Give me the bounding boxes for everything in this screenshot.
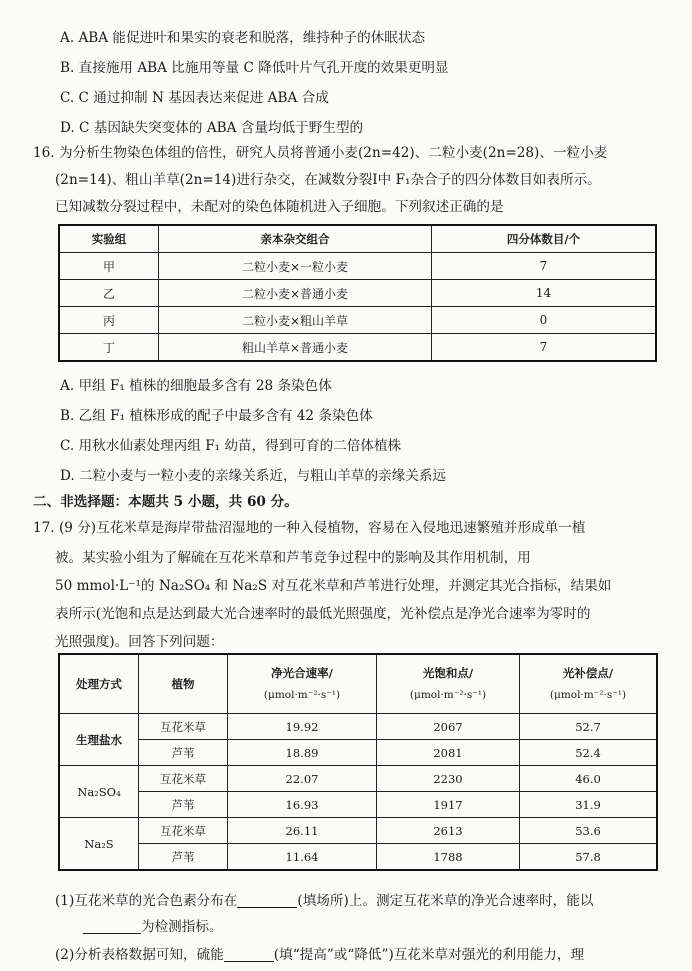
table-cell: 0 [432, 307, 657, 334]
table-cell: 2230 [377, 766, 520, 792]
table-cell: 二粒小麦×普通小麦 [159, 280, 432, 307]
table-cell: 二粒小麦×一粒小麦 [159, 253, 432, 280]
table-cell: 19.92 [228, 714, 377, 740]
q15-option-a: A. ABA 能促进叶和果实的衰老和脱落，维持种子的休眠状态 [60, 30, 426, 46]
table-cell-method: Na₂S [59, 818, 139, 871]
q17-sub1-text-a: (1)互花米草的光合色素分布在 [55, 893, 238, 909]
q17-sub1-line2 [83, 915, 223, 935]
table-header-cell [228, 654, 377, 714]
table-cell: 57.8 [520, 844, 658, 871]
table-row [59, 307, 656, 334]
section-heading: 二、非选择题：本题共 5 小题，共 60 分。 [33, 494, 298, 510]
table-header-row [59, 654, 657, 714]
header-unit: (μmol·m⁻²·s⁻¹) [409, 689, 487, 701]
q17-sub1-text-b: (填场所)上。测定互花米草的净光合速率时，能以 [297, 893, 594, 909]
table-row [59, 792, 657, 818]
table-cell-method: 生理盐水 [59, 714, 139, 766]
q17-stem-line3: 50 mmol·L⁻¹的 Na₂SO₄ 和 Na₂S 对互花米草和芦苇进行处理，并测定其光合指标，结果如 [55, 578, 612, 594]
table-cell: 14 [432, 280, 657, 307]
table-header-cell [377, 654, 520, 714]
header-unit: (μmol·m⁻²·s⁻¹) [263, 689, 341, 701]
table-cell: 52.4 [520, 740, 658, 766]
table-cell: 31.9 [520, 792, 658, 818]
table-cell: 粗山羊草×普通小麦 [159, 334, 432, 362]
q16-option-d: D. 二粒小麦与一粒小麦的亲缘关系近，与粗山羊草的亲缘关系远 [60, 468, 447, 484]
table-cell: 46.0 [520, 766, 658, 792]
table-header-cell: 亲本杂交组合 [159, 225, 432, 253]
table-row [59, 280, 656, 307]
q17-sub1-text-c: 为检测指标。 [141, 919, 223, 935]
answer-blank[interactable] [237, 893, 297, 908]
table-cell: 二粒小麦×粗山羊草 [159, 307, 432, 334]
q17-table [58, 653, 658, 871]
table-cell: 7 [432, 334, 657, 362]
table-cell: 53.6 [520, 818, 658, 844]
table-cell: 乙 [59, 280, 159, 307]
table-cell: 52.7 [520, 714, 658, 740]
table-header-cell: 四分体数目/个 [432, 225, 657, 253]
q15-option-c: C. C 通过抑制 N 基因表达来促进 ABA 合成 [60, 90, 329, 106]
q16-stem-line2: (2n=14)、粗山羊草(2n=14)进行杂交，在减数分裂Ⅰ中 F₁杂合子的四分体数目如表所示。 [55, 172, 601, 188]
table-cell: 芦苇 [139, 740, 228, 766]
q17-stem-line5: 光照强度)。回答下列问题： [55, 634, 224, 650]
q15-option-b: B. 直接施用 ABA 比施用等量 C 降低叶片气孔开度的效果更明显 [60, 60, 449, 76]
q16-stem-line1: 16. 为分析生物染色体组的倍性，研究人员将普通小麦(2n=42)、二粒小麦(2n=28)、一粒小麦 [33, 145, 608, 161]
table-row [59, 253, 656, 280]
q17-sub2-line1 [55, 943, 584, 963]
q17-sub2-text-b: (填“提高”或“降低”)互花米草对强光的利用能力，理 [273, 947, 585, 963]
table-cell-method: Na₂SO₄ [59, 766, 139, 818]
table-header-cell [520, 654, 658, 714]
table-row [59, 818, 657, 844]
table-row [59, 740, 657, 766]
header-title: 净光合速率/ [271, 666, 333, 680]
table-cell: 26.11 [228, 818, 377, 844]
table-cell: 1917 [377, 792, 520, 818]
table-header-row [59, 225, 656, 253]
q16-stem-line3: 已知减数分裂过程中，未配对的染色体随机进入子细胞。下列叙述正确的是 [55, 199, 504, 215]
table-cell: 2081 [377, 740, 520, 766]
table-cell: 甲 [59, 253, 159, 280]
table-cell: 互花米草 [139, 714, 228, 740]
answer-blank[interactable] [83, 919, 141, 934]
table-cell: 丙 [59, 307, 159, 334]
table-cell: 2613 [377, 818, 520, 844]
table-cell: 7 [432, 253, 657, 280]
header-unit: (μmol·m⁻²·s⁻¹) [549, 689, 627, 701]
table-cell: 1788 [377, 844, 520, 871]
q17-stem-line4: 表所示(光饱和点是达到最大光合速率时的最低光照强度，光补偿点是净光合速率为零时的 [55, 606, 591, 622]
table-cell: 丁 [59, 334, 159, 362]
table-cell: 互花米草 [139, 766, 228, 792]
table-cell: 芦苇 [139, 844, 228, 871]
table-header-cell: 实验组 [59, 225, 159, 253]
q17-stem-line2: 被。某实验小组为了解硫在互花米草和芦苇竞争过程中的影响及其作用机制，用 [55, 550, 531, 566]
table-row [59, 766, 657, 792]
q16-option-b: B. 乙组 F₁ 植株形成的配子中最多含有 42 条染色体 [60, 408, 373, 424]
table-header-cell: 植物 [139, 654, 228, 714]
q16-option-a: A. 甲组 F₁ 植株的细胞最多含有 28 条染色体 [60, 378, 332, 394]
header-title: 光饱和点/ [422, 666, 474, 680]
q15-option-d: D. C 基因缺失突变体的 ABA 含量均低于野生型的 [60, 120, 364, 136]
table-cell: 11.64 [228, 844, 377, 871]
header-title: 光补偿点/ [562, 666, 614, 680]
table-row [59, 334, 656, 362]
table-header-cell: 处理方式 [59, 654, 139, 714]
table-cell: 22.07 [228, 766, 377, 792]
table-cell: 2067 [377, 714, 520, 740]
table-cell: 18.89 [228, 740, 377, 766]
table-cell: 互花米草 [139, 818, 228, 844]
table-row [59, 714, 657, 740]
answer-blank[interactable] [224, 947, 274, 962]
q17-sub1-line1 [55, 889, 593, 909]
q16-option-c: C. 用秋水仙素处理丙组 F₁ 幼苗，得到可育的二倍体植株 [60, 438, 402, 454]
q17-sub2-text-a: (2)分析表格数据可知，硫能 [55, 947, 224, 963]
table-row [59, 844, 657, 871]
q17-stem-line1: 17. (9 分)互花米草是海岸带盐沼湿地的一种入侵植物，容易在入侵地迅速繁殖并形成单一植 [33, 520, 586, 536]
q16-table [58, 224, 657, 362]
table-cell: 16.93 [228, 792, 377, 818]
table-cell: 芦苇 [139, 792, 228, 818]
